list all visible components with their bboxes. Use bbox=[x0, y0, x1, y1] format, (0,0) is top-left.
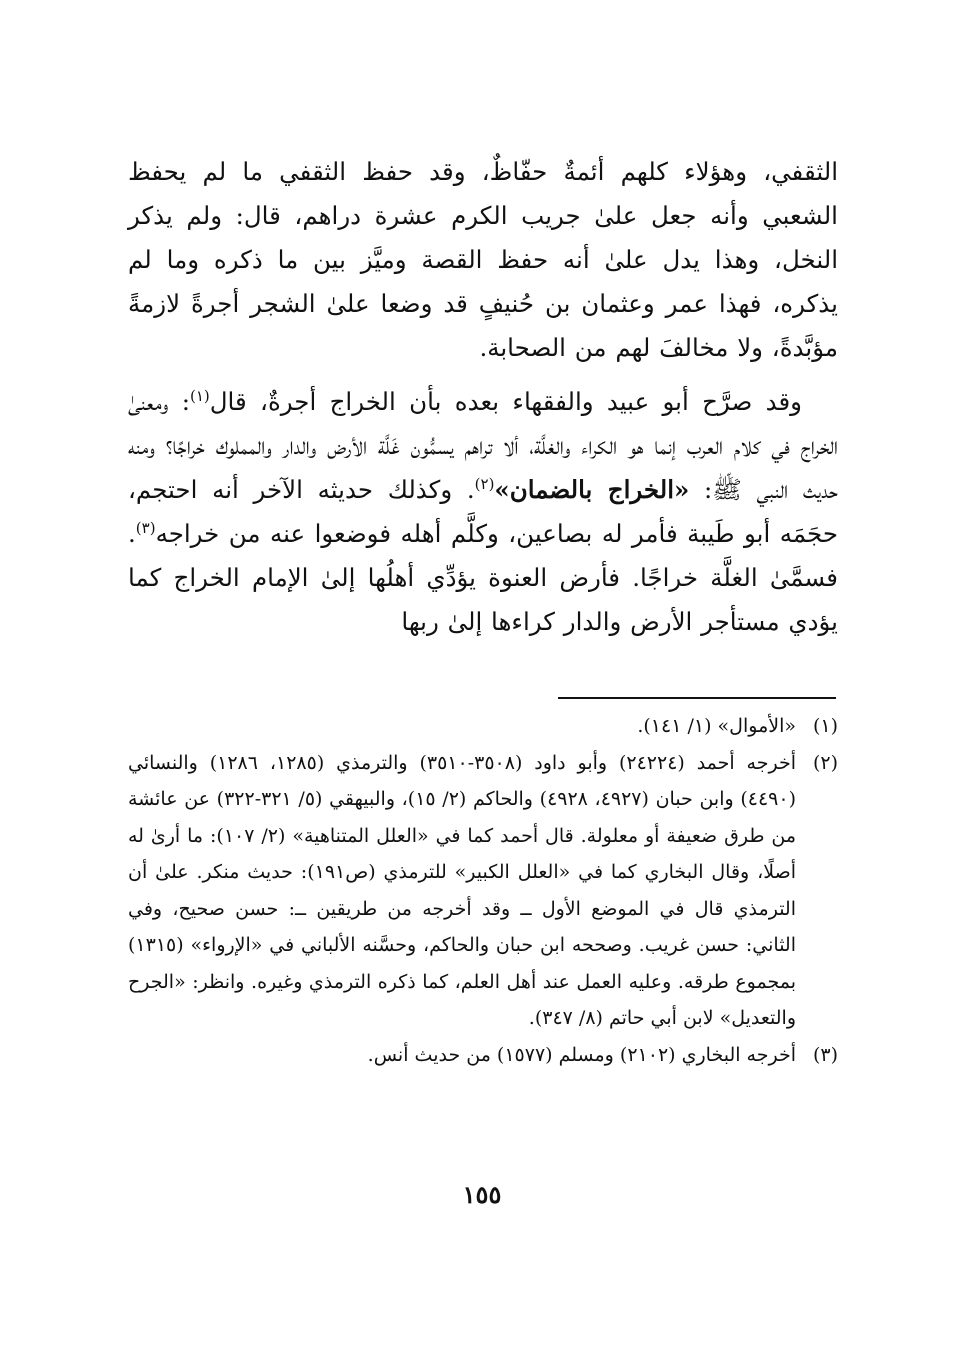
main-text bbox=[128, 150, 838, 644]
footnotes bbox=[128, 708, 838, 1073]
hadith-quote: «الخراج بالضمان» bbox=[494, 475, 690, 504]
footnote-1 bbox=[128, 708, 838, 745]
footnote-number: (١) bbox=[812, 715, 838, 737]
paragraph-1: الثقفي، وهؤلاء كلهم أئمةٌ حفّاظٌ، وقد حفظ الثقفي ما لم يحفظ الشعبي وأنه جعل علىٰ جريب الكرم عشرة دراهم، قال: ولم يذكر النخل، وهذا يدل علىٰ أنه حفظ القصة وميَّز بين ما ذكره وما لم يذكره، فهذا عمر وعثمان بن حُنيفٍ قد وضعا علىٰ الشجر أجرةً لازمةً مؤبَّدةً، ولا مخالفَ لهم من الصحابة. bbox=[128, 157, 838, 362]
footnote-separator bbox=[558, 697, 836, 699]
footnote-text: أخرجه البخاري (٢١٠٢) ومسلم (١٥٧٧) من حديث أنس. bbox=[367, 1043, 796, 1066]
footnote-ref-1: (١) bbox=[189, 386, 210, 405]
footnote-ref-2: (٢) bbox=[474, 474, 495, 493]
paragraph-2-part-2: : ومعنىٰ الخراج في كلام العرب إنما هو الكراء والغلَّة، ألا تراهم يسمُّون غَلَّة الأرض والدار والمملوك خراجًا؟ ومنه حديث النبي ﷺ: bbox=[128, 387, 838, 504]
paragraph-2-part-4: . فسمَّىٰ الغلَّة خراجًا. فأرض العنوة يؤدِّي أهلُها إلىٰ الإمام الخراج كما يؤدي مستأجر الأرض والدار كراءها إلىٰ ربها bbox=[128, 519, 838, 636]
paragraph-2-part-3: . وكذلك حديثه الآخر أنه احتجم، حجَمَه أبو طَيبة فأمر له بصاعين، وكلَّم أهله فوضعوا عنه من خراجه bbox=[128, 475, 838, 548]
footnote-text: «الأموال» (١/ ١٤١). bbox=[637, 715, 796, 737]
paragraph-2 bbox=[128, 380, 838, 644]
footnote-text: أخرجه أحمد (٢٤٢٢٤) وأبو داود (٣٥٠٨-٣٥١٠) والترمذي (١٢٨٥، ١٢٨٦) والنسائي (٤٤٩٠) وابن حبان (٤٩٢٧، ٤٩٢٨) والحاكم (٢/ ١٥)، والبيهقي (٥/ ٣٢١-٣٢٢) عن عائشة من طرق ضعيفة أو معلولة. قال أحمد كما في «العلل المتناهية» (٢/ ١٠٧): ما أرىٰ له أصلًا، وقال البخاري كما في «العلل الكبير» للترمذي (ص١٩١): حديث منكر. علىٰ أن الترمذي قال في الموضع الأول ــ وقد أخرجه من طريقين ــ: حسن صحيح، وفي الثاني: حسن غريب. وصححه ابن حبان والحاكم، وحسَّنه الألباني في «الإرواء» (١٣١٥) بمجموع طرقه. وعليه العمل عند أهل العلم، كما ذكره الترمذي وغيره. وانظر: «الجرح والتعديل» لابن أبي حاتم (٨/ ٣٤٧). bbox=[128, 751, 797, 1029]
footnote-2 bbox=[128, 745, 838, 1037]
footnote-ref-3: (٣) bbox=[135, 518, 156, 537]
footnote-3 bbox=[128, 1037, 838, 1074]
footnote-number: (٣) bbox=[812, 1043, 838, 1066]
page-number: ١٥٥ bbox=[462, 1180, 502, 1209]
paragraph-2-part-1: وقد صرَّح أبو عبيد والفقهاء بعده بأن الخراج أجرةٌ، قال bbox=[209, 387, 803, 416]
footnote-number: (٢) bbox=[812, 751, 838, 774]
